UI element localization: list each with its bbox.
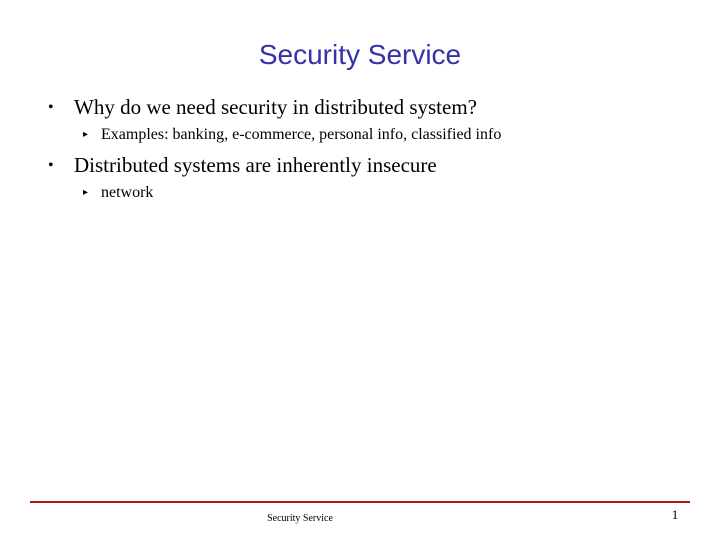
bullet-dot-icon: •	[48, 157, 54, 174]
bullet-text: Distributed systems are inherently insecure	[74, 153, 437, 177]
bullet-text: Why do we need security in distributed system?	[74, 95, 477, 119]
page-number: 1	[671, 507, 679, 522]
footer-title: Security Service	[267, 513, 333, 524]
triangle-bullet-icon: ▸	[83, 187, 89, 198]
sub-bullet-item	[83, 183, 153, 205]
triangle-bullet-icon: ▸	[83, 129, 89, 140]
bullet-dot-icon: •	[48, 99, 54, 116]
sub-bullet-item	[83, 125, 501, 147]
sub-bullet-text: network	[101, 184, 154, 201]
bullet-item	[48, 94, 477, 123]
sub-bullet-text: Examples: banking, e-commerce, personal info, classified info	[101, 126, 502, 143]
slide-title: Security Service	[258, 39, 462, 70]
bullet-item	[48, 152, 437, 181]
footer-divider	[30, 501, 690, 503]
